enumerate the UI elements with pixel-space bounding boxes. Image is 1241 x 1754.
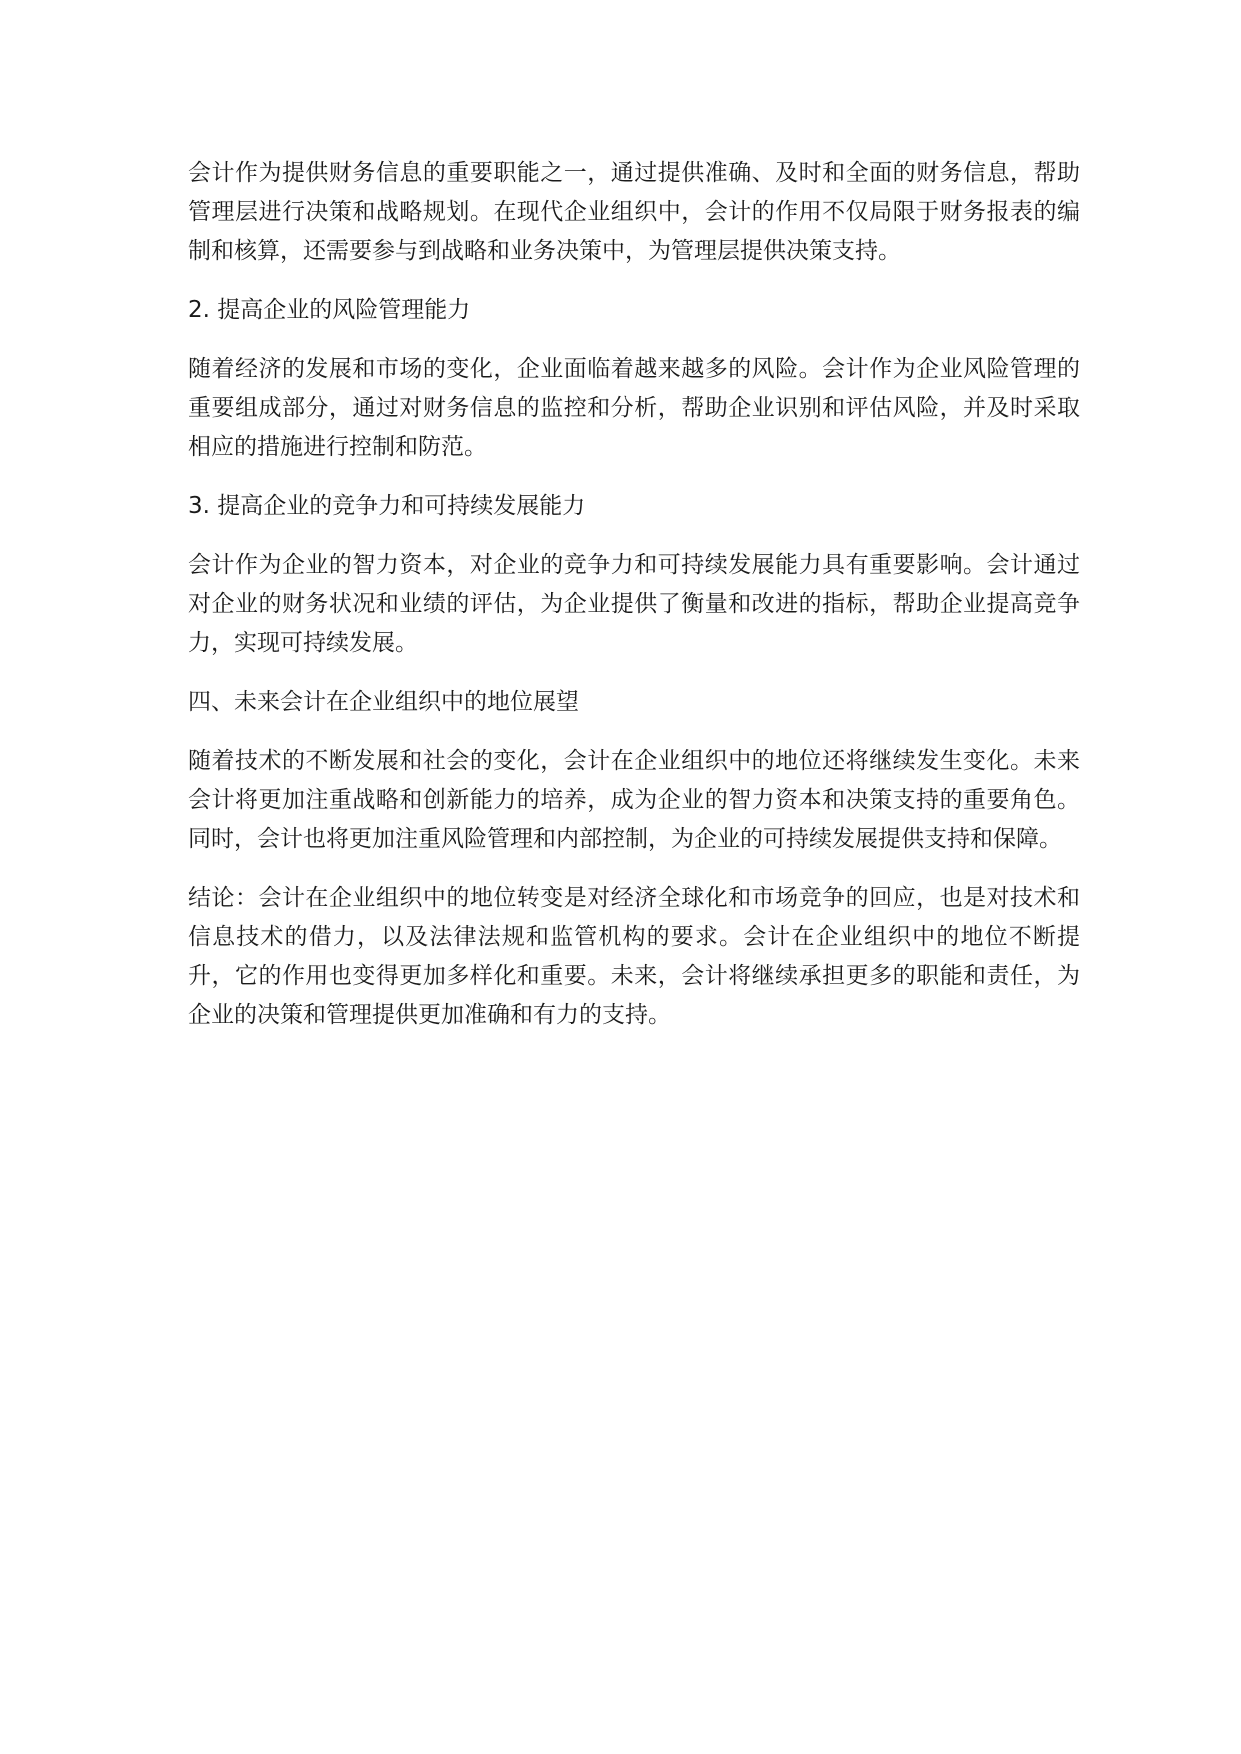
paragraph-risk-management: 随着经济的发展和市场的变化，企业面临着越来越多的风险。会计作为企业风险管理的重要组成部分，通过对财务信息的监控和分析，帮助企业识别和评估风险，并及时采取相应的措施进行控制和防范。 [188, 356, 1080, 460]
heading-risk-management: 2. 提高企业的风险管理能力 [188, 297, 471, 323]
paragraph-conclusion: 结论：会计在企业组织中的地位转变是对经济全球化和市场竞争的回应，也是对技术和信息技术的借力，以及法律法规和监管机构的要求。会计在企业组织中的地位不断提升，它的作用也变得更加多样化和重要。未来，会计将继续承担更多的职能和责任，为企业的决策和管理提供更加准确和有力的支持。 [188, 885, 1080, 1028]
document-body [188, 154, 1080, 1055]
paragraph-future-outlook: 随着技术的不断发展和社会的变化，会计在企业组织中的地位还将继续发生变化。未来会计将更加注重战略和创新能力的培养，成为企业的智力资本和决策支持的重要角色。同时，会计也将更加注重风险管理和内部控制，为企业的可持续发展提供支持和保障。 [188, 748, 1080, 852]
heading-future-outlook: 四、未来会计在企业组织中的地位展望 [188, 689, 579, 715]
heading-competitiveness: 3. 提高企业的竞争力和可持续发展能力 [188, 493, 586, 519]
paragraph-accounting-decision-support: 会计作为提供财务信息的重要职能之一，通过提供准确、及时和全面的财务信息，帮助管理层进行决策和战略规划。在现代企业组织中，会计的作用不仅局限于财务报表的编制和核算，还需要参与到战略和业务决策中，为管理层提供决策支持。 [188, 160, 1080, 264]
paragraph-competitiveness: 会计作为企业的智力资本，对企业的竞争力和可持续发展能力具有重要影响。会计通过对企业的财务状况和业绩的评估，为企业提供了衡量和改进的指标，帮助企业提高竞争力，实现可持续发展。 [188, 552, 1080, 656]
